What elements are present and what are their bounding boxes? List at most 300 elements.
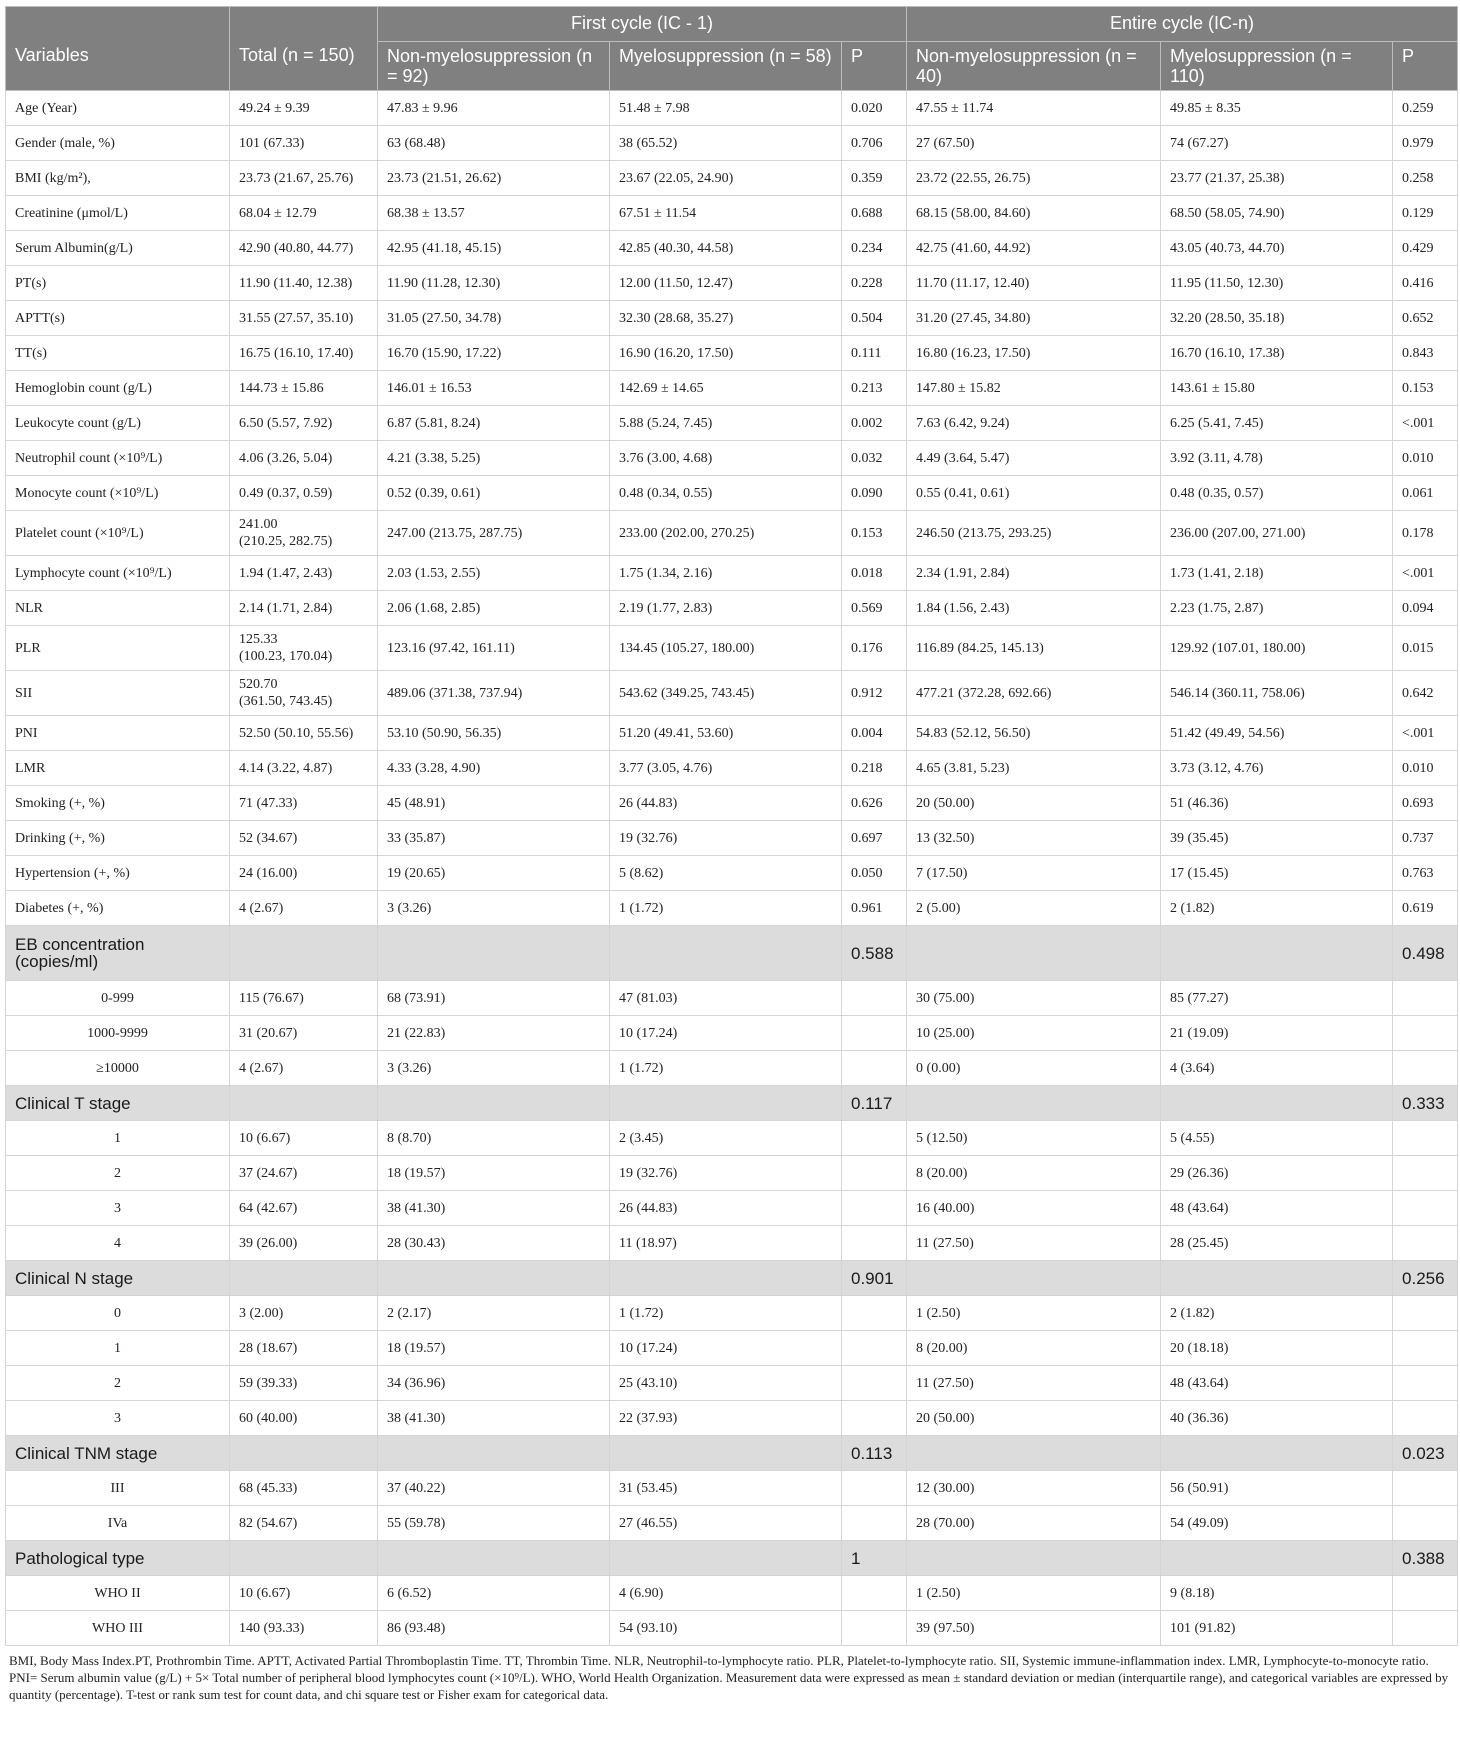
header-entire-myelosuppression: Myelosuppression (n = 110)	[1161, 42, 1393, 91]
section-empty-cell	[1161, 926, 1393, 981]
entire-non-myelosuppression-value: 10 (25.00)	[907, 1016, 1161, 1051]
first-p-value: 0.018	[842, 556, 907, 591]
entire-p-value	[1393, 1576, 1458, 1611]
table-row	[6, 301, 1458, 336]
table-row	[6, 1366, 1458, 1401]
section-empty-cell	[907, 926, 1161, 981]
total-value: 52.50 (50.10, 55.56)	[230, 716, 378, 751]
entire-myelosuppression-value: 40 (36.36)	[1161, 1401, 1393, 1436]
entire-non-myelosuppression-value: 2.34 (1.91, 2.84)	[907, 556, 1161, 591]
entire-p-value: 0.015	[1393, 626, 1458, 671]
first-non-myelosuppression-value: 4.33 (3.28, 4.90)	[378, 751, 610, 786]
total-value: 37 (24.67)	[230, 1156, 378, 1191]
first-myelosuppression-value: 1 (1.72)	[610, 1296, 842, 1331]
table-container	[5, 6, 1457, 1703]
entire-myelosuppression-value: 2 (1.82)	[1161, 891, 1393, 926]
variable-label: Drinking (+, %)	[6, 821, 230, 856]
first-myelosuppression-value: 47 (81.03)	[610, 981, 842, 1016]
header-entire-p: P	[1393, 42, 1458, 91]
entire-non-myelosuppression-value: 0 (0.00)	[907, 1051, 1161, 1086]
first-non-myelosuppression-value: 21 (22.83)	[378, 1016, 610, 1051]
first-myelosuppression-value: 27 (46.55)	[610, 1506, 842, 1541]
entire-p-value	[1393, 1611, 1458, 1646]
entire-p-value	[1393, 1121, 1458, 1156]
table-row	[6, 821, 1458, 856]
section-empty-cell	[1161, 1541, 1393, 1576]
first-myelosuppression-value: 10 (17.24)	[610, 1016, 842, 1051]
entire-non-myelosuppression-value: 8 (20.00)	[907, 1156, 1161, 1191]
table-row	[6, 266, 1458, 301]
variable-label: Leukocyte count (g/L)	[6, 406, 230, 441]
first-non-myelosuppression-value: 18 (19.57)	[378, 1156, 610, 1191]
first-myelosuppression-value: 31 (53.45)	[610, 1471, 842, 1506]
entire-myelosuppression-value: 6.25 (5.41, 7.45)	[1161, 406, 1393, 441]
entire-p-value: 0.416	[1393, 266, 1458, 301]
variable-label: Creatinine (μmol/L)	[6, 196, 230, 231]
first-p-value: 0.961	[842, 891, 907, 926]
first-p-value: 0.111	[842, 336, 907, 371]
first-non-myelosuppression-value: 45 (48.91)	[378, 786, 610, 821]
entire-myelosuppression-value: 0.48 (0.35, 0.57)	[1161, 476, 1393, 511]
section-empty-cell	[610, 1436, 842, 1471]
first-myelosuppression-value: 54 (93.10)	[610, 1611, 842, 1646]
first-non-myelosuppression-value: 23.73 (21.51, 26.62)	[378, 161, 610, 196]
section-first-p-value: 0.901	[842, 1261, 907, 1296]
total-value: 71 (47.33)	[230, 786, 378, 821]
entire-p-value: 0.010	[1393, 751, 1458, 786]
entire-p-value: 0.429	[1393, 231, 1458, 266]
variable-label: Age (Year)	[6, 91, 230, 126]
category-label: III	[6, 1471, 230, 1506]
first-non-myelosuppression-value: 31.05 (27.50, 34.78)	[378, 301, 610, 336]
entire-p-value: 0.061	[1393, 476, 1458, 511]
entire-myelosuppression-value: 1.73 (1.41, 2.18)	[1161, 556, 1393, 591]
entire-non-myelosuppression-value: 54.83 (52.12, 56.50)	[907, 716, 1161, 751]
table-row	[6, 716, 1458, 751]
section-header-row	[6, 1261, 1458, 1296]
entire-myelosuppression-value: 49.85 ± 8.35	[1161, 91, 1393, 126]
entire-non-myelosuppression-value: 8 (20.00)	[907, 1331, 1161, 1366]
total-value-line-2: (361.50, 743.45)	[239, 694, 333, 709]
table-footnote: BMI, Body Mass Index.PT, Prothrombin Time. APTT, Activated Partial Thromboplastin Time. TT, Thrombin Time. NLR, Neutrophil-to-lymphocyte ratio. PLR, Platelet-to-lymphocyte ratio. SII, Systemic immune-inflammation index. LMR, Lymphocyte-to-monocyte ratio. PNI= Serum albumin value (g/L) + 5× Total number of peripheral blood lymphocytes count (×10⁹/L). WHO, World Health Organization. Measurement data were expressed as mean ± standard deviation or median (interquartile range), and categorical variables are expressed by quantity (percentage). T-test or rank sum test for count data, and chi square test or Fisher exam for categorical data.	[9, 1653, 1449, 1702]
table-row	[6, 751, 1458, 786]
first-p-value: 0.020	[842, 91, 907, 126]
section-empty-cell	[907, 1541, 1161, 1576]
first-myelosuppression-value: 1 (1.72)	[610, 891, 842, 926]
first-non-myelosuppression-value: 47.83 ± 9.96	[378, 91, 610, 126]
first-p-value	[842, 1156, 907, 1191]
table-row	[6, 1016, 1458, 1051]
total-value: 59 (39.33)	[230, 1366, 378, 1401]
first-p-value: 0.234	[842, 231, 907, 266]
first-p-value: 0.090	[842, 476, 907, 511]
total-value: 6.50 (5.57, 7.92)	[230, 406, 378, 441]
category-label: 2	[6, 1366, 230, 1401]
entire-non-myelosuppression-value: 39 (97.50)	[907, 1611, 1161, 1646]
entire-p-value: 0.642	[1393, 671, 1458, 716]
first-myelosuppression-value: 2 (3.45)	[610, 1121, 842, 1156]
entire-myelosuppression-value: 2 (1.82)	[1161, 1296, 1393, 1331]
section-entire-p-value: 0.256	[1393, 1261, 1458, 1296]
first-non-myelosuppression-value: 11.90 (11.28, 12.30)	[378, 266, 610, 301]
first-p-value	[842, 1366, 907, 1401]
total-value: 10 (6.67)	[230, 1576, 378, 1611]
first-p-value: 0.569	[842, 591, 907, 626]
entire-p-value	[1393, 1401, 1458, 1436]
first-myelosuppression-value: 1 (1.72)	[610, 1051, 842, 1086]
header-total: Total (n = 150)	[230, 7, 378, 91]
total-value: 68 (45.33)	[230, 1471, 378, 1506]
first-non-myelosuppression-value: 16.70 (15.90, 17.22)	[378, 336, 610, 371]
section-empty-cell	[230, 1086, 378, 1121]
first-myelosuppression-value: 67.51 ± 11.54	[610, 196, 842, 231]
category-label: 1	[6, 1121, 230, 1156]
entire-p-value: 0.619	[1393, 891, 1458, 926]
section-empty-cell	[230, 1541, 378, 1576]
category-label: 1000-9999	[6, 1016, 230, 1051]
first-p-value: 0.912	[842, 671, 907, 716]
entire-p-value	[1393, 1366, 1458, 1401]
total-value: 11.90 (11.40, 12.38)	[230, 266, 378, 301]
total-value: 82 (54.67)	[230, 1506, 378, 1541]
first-non-myelosuppression-value: 63 (68.48)	[378, 126, 610, 161]
section-empty-cell	[378, 1436, 610, 1471]
first-non-myelosuppression-value: 2.03 (1.53, 2.55)	[378, 556, 610, 591]
section-empty-cell	[907, 1261, 1161, 1296]
first-non-myelosuppression-value: 6.87 (5.81, 8.24)	[378, 406, 610, 441]
first-p-value	[842, 1401, 907, 1436]
entire-myelosuppression-value: 74 (67.27)	[1161, 126, 1393, 161]
total-value-line-2: (210.25, 282.75)	[239, 534, 333, 549]
entire-p-value	[1393, 1226, 1458, 1261]
entire-non-myelosuppression-value: 11 (27.50)	[907, 1366, 1161, 1401]
entire-non-myelosuppression-value: 1.84 (1.56, 2.43)	[907, 591, 1161, 626]
variable-label: Lymphocyte count (×10⁹/L)	[6, 556, 230, 591]
header-first-cycle: First cycle (IC - 1)	[378, 7, 907, 42]
first-non-myelosuppression-value: 53.10 (50.90, 56.35)	[378, 716, 610, 751]
table-row	[6, 511, 1458, 556]
entire-myelosuppression-value: 48 (43.64)	[1161, 1366, 1393, 1401]
entire-p-value: 0.129	[1393, 196, 1458, 231]
first-myelosuppression-value: 23.67 (22.05, 24.90)	[610, 161, 842, 196]
section-empty-cell	[1161, 1086, 1393, 1121]
total-value: 39 (26.00)	[230, 1226, 378, 1261]
section-empty-cell	[1161, 1261, 1393, 1296]
entire-non-myelosuppression-value: 20 (50.00)	[907, 1401, 1161, 1436]
total-value-line-1: 241.00	[239, 517, 278, 532]
entire-non-myelosuppression-value: 23.72 (22.55, 26.75)	[907, 161, 1161, 196]
variable-label: SII	[6, 671, 230, 716]
entire-non-myelosuppression-value: 31.20 (27.45, 34.80)	[907, 301, 1161, 336]
variable-label: Neutrophil count (×10⁹/L)	[6, 441, 230, 476]
first-non-myelosuppression-value: 2.06 (1.68, 2.85)	[378, 591, 610, 626]
entire-non-myelosuppression-value: 2 (5.00)	[907, 891, 1161, 926]
entire-p-value	[1393, 1051, 1458, 1086]
total-value: 24 (16.00)	[230, 856, 378, 891]
first-non-myelosuppression-value: 146.01 ± 16.53	[378, 371, 610, 406]
entire-non-myelosuppression-value: 5 (12.50)	[907, 1121, 1161, 1156]
table-row	[6, 671, 1458, 716]
entire-myelosuppression-value: 85 (77.27)	[1161, 981, 1393, 1016]
first-p-value	[842, 1296, 907, 1331]
header-first-myelosuppression: Myelosuppression (n = 58)	[610, 42, 842, 91]
entire-myelosuppression-value: 546.14 (360.11, 758.06)	[1161, 671, 1393, 716]
section-entire-p-value: 0.023	[1393, 1436, 1458, 1471]
entire-non-myelosuppression-value: 30 (75.00)	[907, 981, 1161, 1016]
entire-p-value: 0.652	[1393, 301, 1458, 336]
total-value: 1.94 (1.47, 2.43)	[230, 556, 378, 591]
total-value: 3 (2.00)	[230, 1296, 378, 1331]
section-entire-p-value: 0.388	[1393, 1541, 1458, 1576]
header-entire-cycle: Entire cycle (IC-n)	[907, 7, 1458, 42]
table-row	[6, 1611, 1458, 1646]
table-row	[6, 1156, 1458, 1191]
section-empty-cell	[378, 1541, 610, 1576]
entire-p-value: <.001	[1393, 556, 1458, 591]
first-myelosuppression-value: 5 (8.62)	[610, 856, 842, 891]
first-non-myelosuppression-value: 2 (2.17)	[378, 1296, 610, 1331]
first-myelosuppression-value: 38 (65.52)	[610, 126, 842, 161]
category-label: 3	[6, 1191, 230, 1226]
first-p-value: 0.697	[842, 821, 907, 856]
first-p-value	[842, 1226, 907, 1261]
total-value: 52 (34.67)	[230, 821, 378, 856]
first-myelosuppression-value: 543.62 (349.25, 743.45)	[610, 671, 842, 716]
entire-myelosuppression-value: 28 (25.45)	[1161, 1226, 1393, 1261]
entire-myelosuppression-value: 68.50 (58.05, 74.90)	[1161, 196, 1393, 231]
table-row	[6, 1191, 1458, 1226]
entire-p-value: 0.178	[1393, 511, 1458, 556]
category-label: 4	[6, 1226, 230, 1261]
first-non-myelosuppression-value: 86 (93.48)	[378, 1611, 610, 1646]
category-label: 0-999	[6, 981, 230, 1016]
table-row	[6, 231, 1458, 266]
first-p-value: 0.176	[842, 626, 907, 671]
entire-non-myelosuppression-value: 116.89 (84.25, 145.13)	[907, 626, 1161, 671]
first-myelosuppression-value: 16.90 (16.20, 17.50)	[610, 336, 842, 371]
section-title: Pathological type	[6, 1541, 230, 1576]
entire-myelosuppression-value: 23.77 (21.37, 25.38)	[1161, 161, 1393, 196]
entire-non-myelosuppression-value: 68.15 (58.00, 84.60)	[907, 196, 1161, 231]
entire-myelosuppression-value: 51.42 (49.49, 54.56)	[1161, 716, 1393, 751]
first-myelosuppression-value: 19 (32.76)	[610, 1156, 842, 1191]
entire-non-myelosuppression-value: 12 (30.00)	[907, 1471, 1161, 1506]
entire-myelosuppression-value: 9 (8.18)	[1161, 1576, 1393, 1611]
entire-myelosuppression-value: 11.95 (11.50, 12.30)	[1161, 266, 1393, 301]
first-non-myelosuppression-value: 4.21 (3.38, 5.25)	[378, 441, 610, 476]
first-non-myelosuppression-value: 489.06 (371.38, 737.94)	[378, 671, 610, 716]
first-non-myelosuppression-value: 18 (19.57)	[378, 1331, 610, 1366]
first-p-value: 0.004	[842, 716, 907, 751]
table-row	[6, 476, 1458, 511]
table-row	[6, 891, 1458, 926]
section-empty-cell	[610, 1541, 842, 1576]
table-row	[6, 591, 1458, 626]
entire-p-value: <.001	[1393, 716, 1458, 751]
first-non-myelosuppression-value: 3 (3.26)	[378, 1051, 610, 1086]
first-myelosuppression-value: 3.76 (3.00, 4.68)	[610, 441, 842, 476]
total-value: 42.90 (40.80, 44.77)	[230, 231, 378, 266]
category-label: IVa	[6, 1506, 230, 1541]
variable-label: BMI (kg/m²),	[6, 161, 230, 196]
section-empty-cell	[378, 1086, 610, 1121]
entire-myelosuppression-value: 17 (15.45)	[1161, 856, 1393, 891]
section-first-p-value: 0.117	[842, 1086, 907, 1121]
first-non-myelosuppression-value: 247.00 (213.75, 287.75)	[378, 511, 610, 556]
variable-label: Monocyte count (×10⁹/L)	[6, 476, 230, 511]
first-non-myelosuppression-value: 68 (73.91)	[378, 981, 610, 1016]
total-value: 16.75 (16.10, 17.40)	[230, 336, 378, 371]
first-p-value: 0.359	[842, 161, 907, 196]
first-non-myelosuppression-value: 42.95 (41.18, 45.15)	[378, 231, 610, 266]
variable-label: NLR	[6, 591, 230, 626]
entire-non-myelosuppression-value: 16.80 (16.23, 17.50)	[907, 336, 1161, 371]
first-p-value	[842, 1611, 907, 1646]
first-p-value: 0.213	[842, 371, 907, 406]
first-p-value: 0.002	[842, 406, 907, 441]
first-non-myelosuppression-value: 38 (41.30)	[378, 1401, 610, 1436]
entire-non-myelosuppression-value: 147.80 ± 15.82	[907, 371, 1161, 406]
first-myelosuppression-value: 51.20 (49.41, 53.60)	[610, 716, 842, 751]
entire-non-myelosuppression-value: 11 (27.50)	[907, 1226, 1161, 1261]
entire-myelosuppression-value: 54 (49.09)	[1161, 1506, 1393, 1541]
entire-myelosuppression-value: 101 (91.82)	[1161, 1611, 1393, 1646]
first-p-value: 0.050	[842, 856, 907, 891]
table-row	[6, 981, 1458, 1016]
entire-myelosuppression-value: 3.92 (3.11, 4.78)	[1161, 441, 1393, 476]
first-non-myelosuppression-value: 34 (36.96)	[378, 1366, 610, 1401]
variable-label: Hypertension (+, %)	[6, 856, 230, 891]
variable-label: Hemoglobin count (g/L)	[6, 371, 230, 406]
entire-p-value: 0.979	[1393, 126, 1458, 161]
first-myelosuppression-value: 5.88 (5.24, 7.45)	[610, 406, 842, 441]
total-value: 31 (20.67)	[230, 1016, 378, 1051]
first-p-value	[842, 1191, 907, 1226]
header-first-non-myelosuppression: Non-myelosuppression (n = 92)	[378, 42, 610, 91]
entire-p-value	[1393, 1016, 1458, 1051]
table-row	[6, 1051, 1458, 1086]
variable-label: Gender (male, %)	[6, 126, 230, 161]
variable-label: LMR	[6, 751, 230, 786]
section-first-p-value: 0.113	[842, 1436, 907, 1471]
variable-label: Diabetes (+, %)	[6, 891, 230, 926]
entire-myelosuppression-value: 143.61 ± 15.80	[1161, 371, 1393, 406]
table-row	[6, 441, 1458, 476]
total-value: 4.06 (3.26, 5.04)	[230, 441, 378, 476]
table-row	[6, 371, 1458, 406]
first-non-myelosuppression-value: 38 (41.30)	[378, 1191, 610, 1226]
variable-label: TT(s)	[6, 336, 230, 371]
entire-p-value: 0.693	[1393, 786, 1458, 821]
first-myelosuppression-value: 42.85 (40.30, 44.58)	[610, 231, 842, 266]
entire-non-myelosuppression-value: 477.21 (372.28, 692.66)	[907, 671, 1161, 716]
header-row-groups	[6, 7, 1458, 42]
first-non-myelosuppression-value: 33 (35.87)	[378, 821, 610, 856]
section-empty-cell	[610, 926, 842, 981]
first-myelosuppression-value: 1.75 (1.34, 2.16)	[610, 556, 842, 591]
table-row	[6, 856, 1458, 891]
entire-non-myelosuppression-value: 7.63 (6.42, 9.24)	[907, 406, 1161, 441]
section-empty-cell	[610, 1086, 842, 1121]
entire-p-value	[1393, 1296, 1458, 1331]
entire-non-myelosuppression-value: 13 (32.50)	[907, 821, 1161, 856]
first-myelosuppression-value: 25 (43.10)	[610, 1366, 842, 1401]
section-title: EB concentration (copies/ml)	[6, 926, 230, 981]
section-empty-cell	[1161, 1436, 1393, 1471]
first-p-value	[842, 1051, 907, 1086]
entire-myelosuppression-value: 56 (50.91)	[1161, 1471, 1393, 1506]
total-value: 101 (67.33)	[230, 126, 378, 161]
total-value: 60 (40.00)	[230, 1401, 378, 1436]
section-title: Clinical N stage	[6, 1261, 230, 1296]
entire-myelosuppression-value: 16.70 (16.10, 17.38)	[1161, 336, 1393, 371]
total-value: 4 (2.67)	[230, 1051, 378, 1086]
entire-non-myelosuppression-value: 42.75 (41.60, 44.92)	[907, 231, 1161, 266]
first-myelosuppression-value: 32.30 (28.68, 35.27)	[610, 301, 842, 336]
section-first-p-value: 1	[842, 1541, 907, 1576]
section-header-row	[6, 1086, 1458, 1121]
section-header-row	[6, 1436, 1458, 1471]
first-p-value	[842, 1016, 907, 1051]
entire-p-value: 0.259	[1393, 91, 1458, 126]
category-label: 0	[6, 1296, 230, 1331]
section-title: Clinical TNM stage	[6, 1436, 230, 1471]
entire-p-value	[1393, 1191, 1458, 1226]
total-value: 0.49 (0.37, 0.59)	[230, 476, 378, 511]
first-myelosuppression-value: 26 (44.83)	[610, 1191, 842, 1226]
first-p-value	[842, 1576, 907, 1611]
entire-non-myelosuppression-value: 27 (67.50)	[907, 126, 1161, 161]
entire-non-myelosuppression-value: 47.55 ± 11.74	[907, 91, 1161, 126]
entire-non-myelosuppression-value: 4.49 (3.64, 5.47)	[907, 441, 1161, 476]
entire-non-myelosuppression-value: 0.55 (0.41, 0.61)	[907, 476, 1161, 511]
first-non-myelosuppression-value: 0.52 (0.39, 0.61)	[378, 476, 610, 511]
first-myelosuppression-value: 134.45 (105.27, 180.00)	[610, 626, 842, 671]
total-value	[230, 626, 378, 671]
entire-p-value: 0.094	[1393, 591, 1458, 626]
first-myelosuppression-value: 11 (18.97)	[610, 1226, 842, 1261]
first-p-value: 0.688	[842, 196, 907, 231]
total-value: 2.14 (1.71, 2.84)	[230, 591, 378, 626]
first-non-myelosuppression-value: 3 (3.26)	[378, 891, 610, 926]
category-label: 2	[6, 1156, 230, 1191]
total-value-line-1: 520.70	[239, 677, 278, 692]
variable-label: PNI	[6, 716, 230, 751]
entire-p-value: 0.737	[1393, 821, 1458, 856]
entire-p-value: 0.843	[1393, 336, 1458, 371]
section-empty-cell	[610, 1261, 842, 1296]
category-label: 1	[6, 1331, 230, 1366]
first-p-value	[842, 1121, 907, 1156]
section-empty-cell	[907, 1086, 1161, 1121]
entire-myelosuppression-value: 236.00 (207.00, 271.00)	[1161, 511, 1393, 556]
total-value: 4.14 (3.22, 4.87)	[230, 751, 378, 786]
variable-label: Serum Albumin(g/L)	[6, 231, 230, 266]
entire-non-myelosuppression-value: 246.50 (213.75, 293.25)	[907, 511, 1161, 556]
total-value: 28 (18.67)	[230, 1331, 378, 1366]
table-row	[6, 1226, 1458, 1261]
section-entire-p-value: 0.498	[1393, 926, 1458, 981]
section-title: Clinical T stage	[6, 1086, 230, 1121]
table-row	[6, 556, 1458, 591]
total-value: 144.73 ± 15.86	[230, 371, 378, 406]
first-myelosuppression-value: 2.19 (1.77, 2.83)	[610, 591, 842, 626]
section-empty-cell	[378, 1261, 610, 1296]
section-entire-p-value: 0.333	[1393, 1086, 1458, 1121]
total-value: 23.73 (21.67, 25.76)	[230, 161, 378, 196]
section-header-row	[6, 1541, 1458, 1576]
first-p-value	[842, 1331, 907, 1366]
